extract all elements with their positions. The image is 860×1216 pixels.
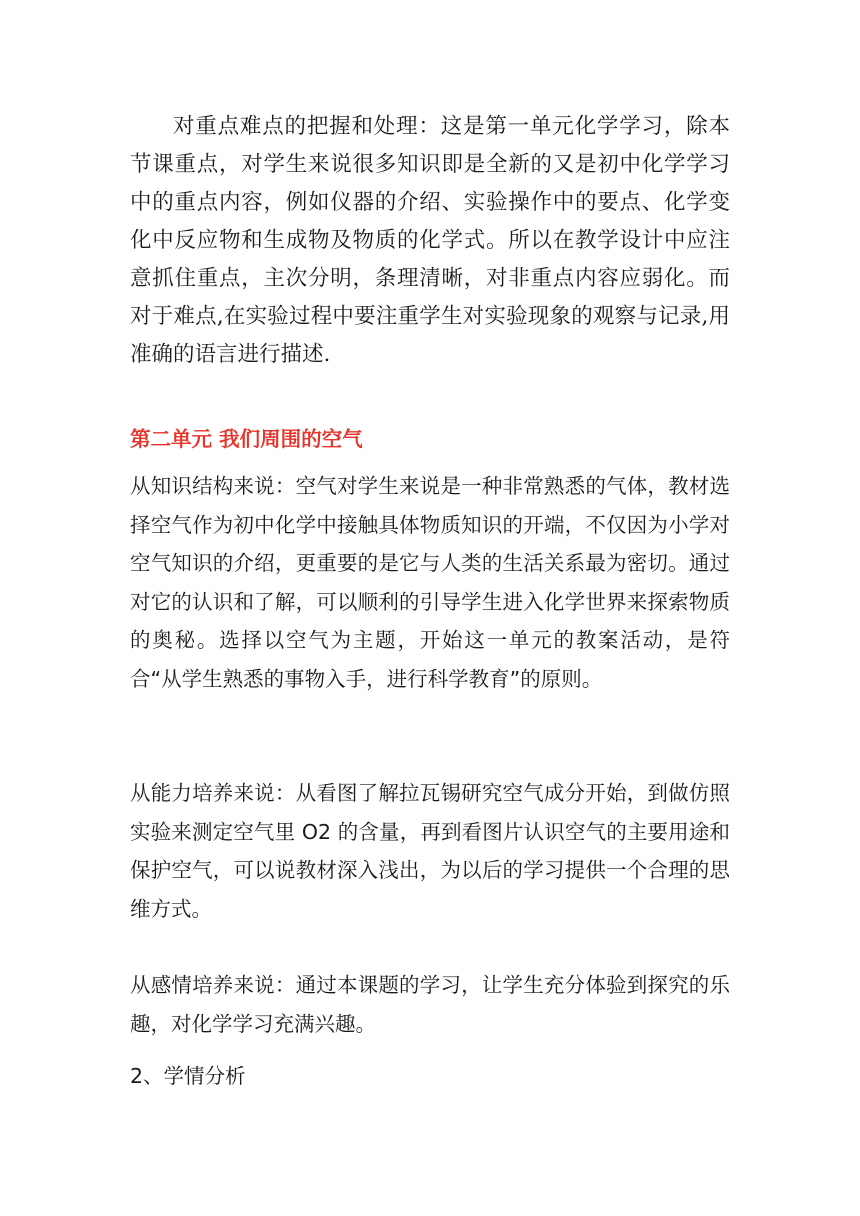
paragraph-knowledge-structure: 从知识结构来说：空气对学生来说是一种非常熟悉的气体，教材选择空气作为初中化学中接触具体物质知识的开端，不仅因为小学对空气知识的介绍，更重要的是它与人类的生活关系最为密切。通过对它的认识和了解，可以顺利的引导学生进入化学世界来探索物质的奥秘。选择以空气为主题，开始这一单元的教案活动，是符合“从学生熟悉的事物入手，进行科学教育”的原则。 — [130, 474, 730, 691]
paragraph-key-points: 对重点难点的把握和处理：这是第一单元化学学习，除本节课重点，对学生来说很多知识即是全新的又是初中化学学习中的重点内容，例如仪器的介绍、实验操作中的要点、化学变化中反应物和生成物及物质的化学式。所以在教学设计中应注意抓住重点，主次分明，条理清晰，对非重点内容应弱化。而对于难点,在实验过程中要注重学生对实验现象的观察与记录,用准确的语言进行描述. — [130, 114, 730, 367]
subheading-student-analysis: 2、学情分析 — [130, 1064, 246, 1088]
paragraph-emotion-training: 从感情培养来说：通过本课题的学习，让学生充分体验到探究的乐趣，对化学学习充满兴趣。 — [130, 973, 730, 1036]
section-heading: 第二单元 我们周围的空气 — [130, 427, 363, 451]
paragraph-ability-training: 从能力培养来说：从看图了解拉瓦锡研究空气成分开始，到做仿照实验来测定空气里 O2 的含量，再到看图片认识空气的主要用途和保护空气，可以说教材深入浅出，为以后的学习提供一个合理的思维方式。 — [130, 781, 730, 921]
